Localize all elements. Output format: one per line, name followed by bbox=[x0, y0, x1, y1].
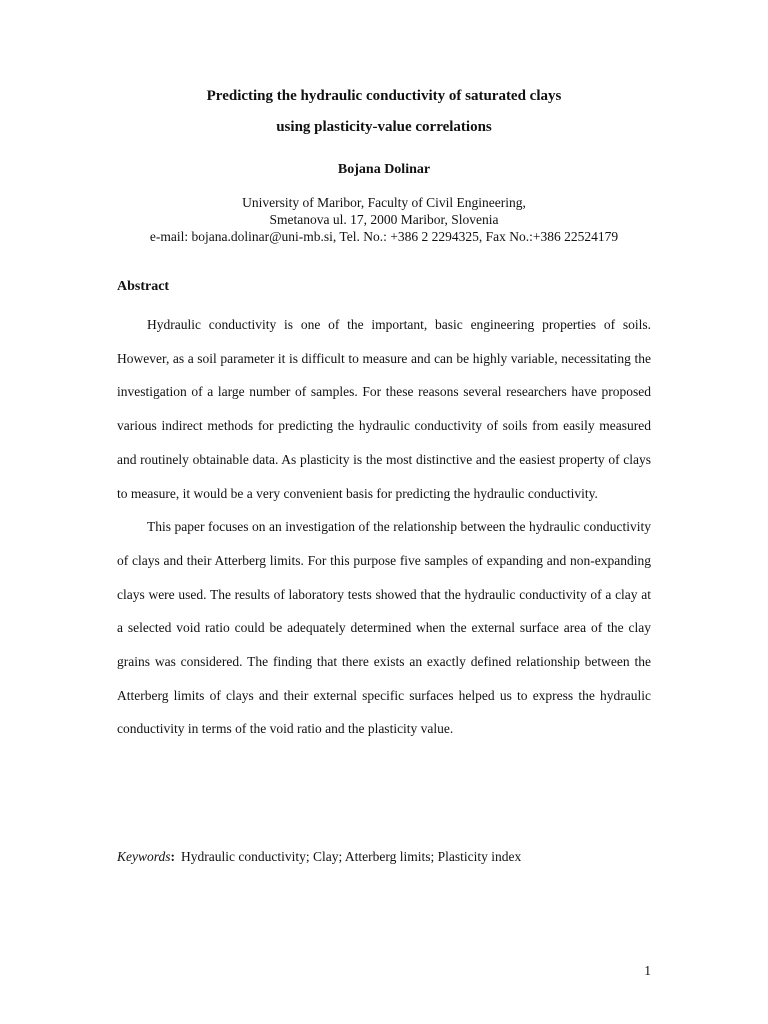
affiliation-line-2: Smetanova ul. 17, 2000 Maribor, Slovenia bbox=[269, 212, 499, 227]
keywords-line bbox=[117, 848, 521, 866]
contact-line: e-mail: bojana.dolinar@uni-mb.si, Tel. No.: +386 2 2294325, Fax No.:+386 22524179 bbox=[149, 229, 619, 244]
author-name: Bojana Dolinar bbox=[337, 162, 431, 177]
abstract-body bbox=[117, 308, 651, 746]
keywords-text: Hydraulic conductivity; Clay; Atterberg limits; Plasticity index bbox=[181, 849, 522, 864]
affiliation-line-1: University of Maribor, Faculty of Civil Engineering, bbox=[242, 195, 526, 210]
keywords-colon: : bbox=[170, 849, 175, 864]
abstract-paragraph-2: This paper focuses on an investigation of the relationship between the hydraulic conductivity of clays and their Atterberg limits. For this purpose five samples of expanding and non-expanding clays were used. The results of laboratory tests showed that the hydraulic conductivity of a clay at a selected void ratio could be adequately determined when the external surface area of the clay grains was considered. The finding that there exists an exactly defined relationship between the Atterberg limits of clays and their external specific surfaces helped us to express the hydraulic conductivity in terms of the void ratio and the plasticity value. bbox=[117, 519, 651, 737]
abstract-paragraph-1: Hydraulic conductivity is one of the important, basic engineering properties of soils. However, as a soil parameter it is difficult to measure and can be highly variable, necessitating the investigation of a large number of samples. For these reasons several researchers have proposed various indirect methods for predicting the hydraulic conductivity of soils from easily measured and routinely obtainable data. As plasticity is the most distinctive and the easiest property of clays to measure, it would be a very convenient basis for predicting the hydraulic conductivity. bbox=[117, 317, 651, 501]
paper-title-line-2: using plasticity-value correlations bbox=[276, 119, 492, 135]
paper-title-line-1: Predicting the hydraulic conductivity of saturated clays bbox=[206, 88, 562, 104]
abstract-heading: Abstract bbox=[117, 279, 170, 294]
page-number: 1 bbox=[644, 963, 651, 978]
keywords-label: Keywords bbox=[117, 849, 171, 864]
